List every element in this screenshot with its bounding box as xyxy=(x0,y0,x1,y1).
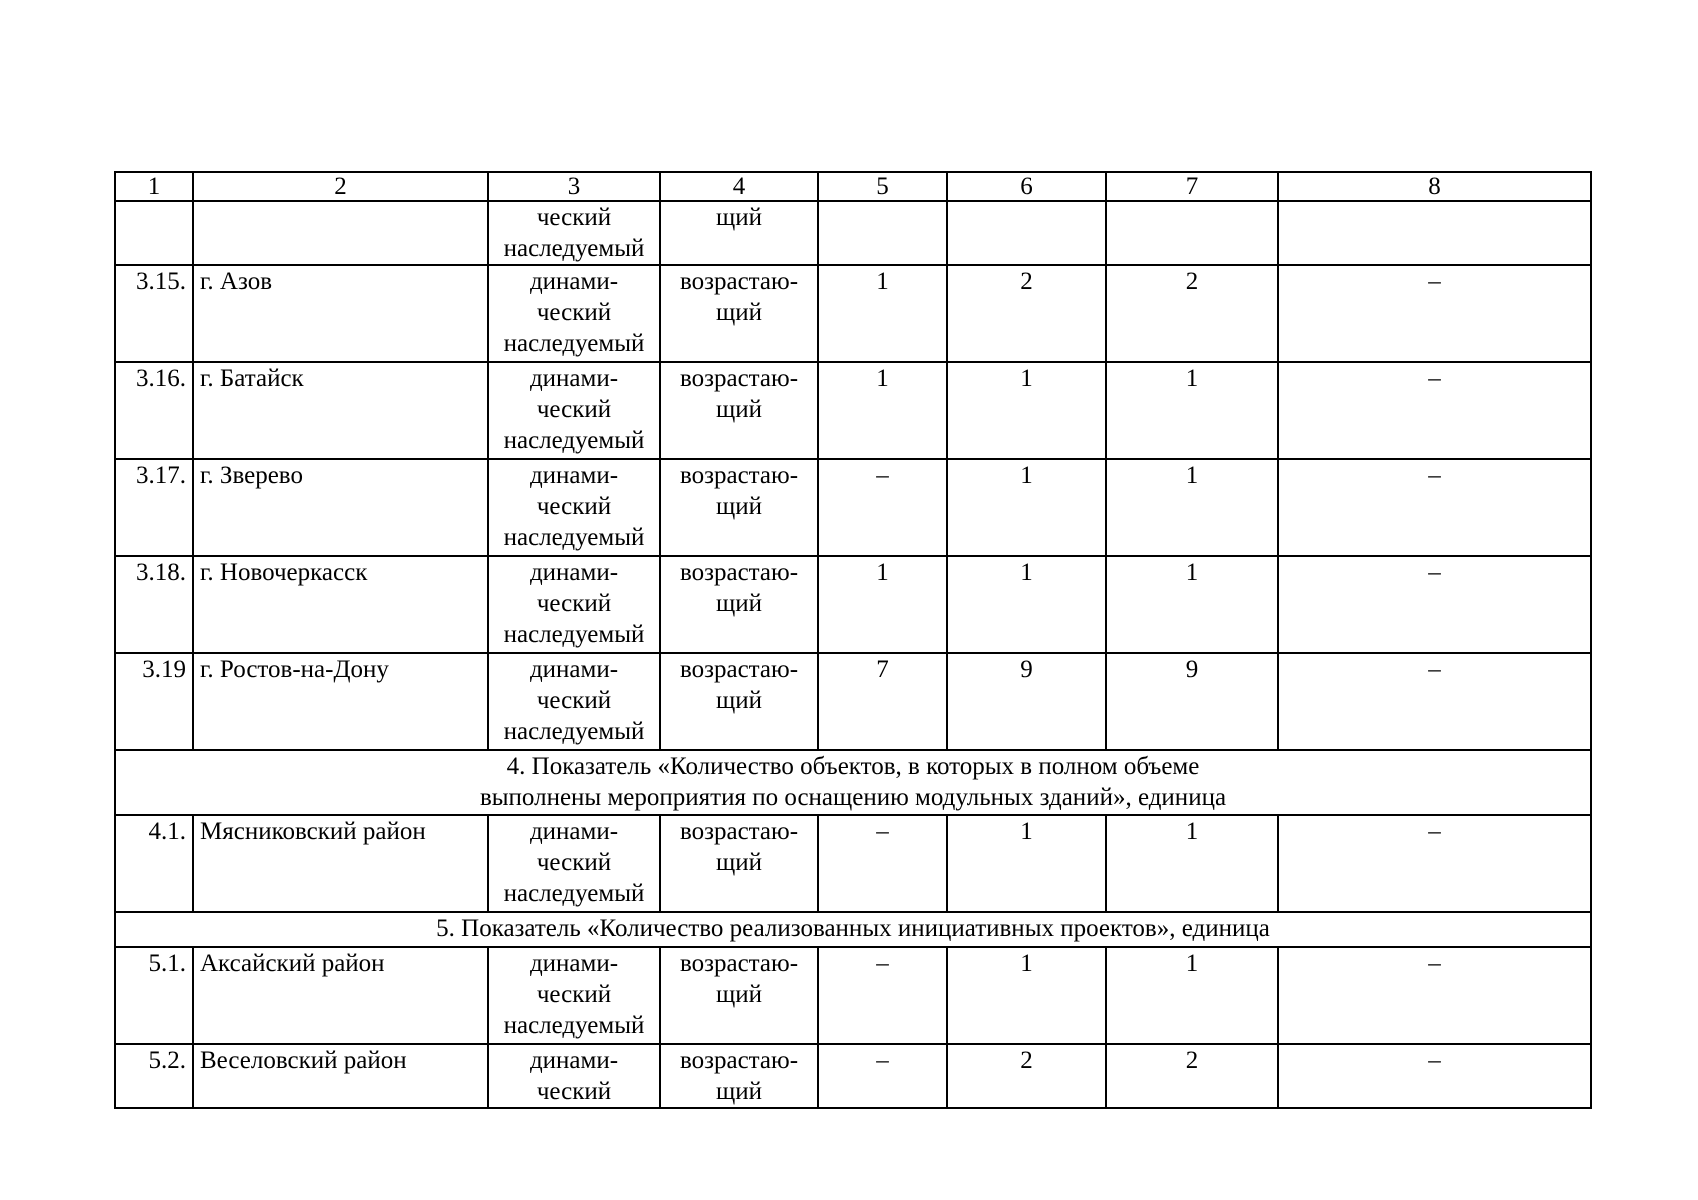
indicator-trend-line: возрастаю- xyxy=(679,462,799,489)
indicator-type-line: динами- xyxy=(529,656,619,683)
value-col-5: – xyxy=(818,947,947,1044)
section-5-row xyxy=(115,912,1591,947)
row-number: 3.18. xyxy=(115,556,193,653)
value-col-7: 1 xyxy=(1106,947,1278,1044)
indicator-type-line: наследуемый xyxy=(503,621,645,648)
table-row xyxy=(115,265,1591,362)
value-col-5: 1 xyxy=(818,556,947,653)
header-cell: 4 xyxy=(660,172,818,201)
indicator-trend xyxy=(660,653,818,750)
indicator-trend-line: возрастаю- xyxy=(679,950,799,977)
indicator-trend-line: щий xyxy=(715,493,762,520)
territory-name: г. Азов xyxy=(193,265,488,362)
indicator-trend-line: возрастаю- xyxy=(679,268,799,295)
row-number: 3.15. xyxy=(115,265,193,362)
header-row xyxy=(115,172,1591,201)
indicator-type-line: ческий xyxy=(536,590,612,617)
value-col-6: 1 xyxy=(947,947,1106,1044)
indicator-type-line: ческий xyxy=(536,299,612,326)
indicators-table xyxy=(114,171,1592,1109)
header-cell: 2 xyxy=(193,172,488,201)
table-row xyxy=(115,362,1591,459)
indicator-trend xyxy=(660,265,818,362)
indicator-type xyxy=(488,556,660,653)
header-cell: 8 xyxy=(1278,172,1591,201)
value-col-5: – xyxy=(818,1044,947,1108)
indicator-trend-line: щий xyxy=(715,299,762,326)
indicator-type-line: наследуемый xyxy=(503,524,645,551)
indicator-trend xyxy=(660,815,818,912)
indicator-type-line: наследуемый xyxy=(503,880,645,907)
value-col-7: 9 xyxy=(1106,653,1278,750)
value-col-8: – xyxy=(1278,1044,1591,1108)
name-cell xyxy=(193,201,488,265)
value-col-8: – xyxy=(1278,947,1591,1044)
indicator-trend-line: возрастаю- xyxy=(679,559,799,586)
value-col-5: 1 xyxy=(818,265,947,362)
indicator-type-line: ческий xyxy=(536,687,612,714)
table-row xyxy=(115,947,1591,1044)
indicator-trend-line: щий xyxy=(715,687,762,714)
row-number: 3.17. xyxy=(115,459,193,556)
row-number: 3.19 xyxy=(115,653,193,750)
indicator-type xyxy=(488,947,660,1044)
section-title-line: 4. Показатель «Количество объектов, в которых в полном объеме xyxy=(506,753,1200,780)
indicator-trend xyxy=(660,362,818,459)
value-col-8: – xyxy=(1278,815,1591,912)
value-col-8: – xyxy=(1278,653,1591,750)
indicator-type-line: динами- xyxy=(529,268,619,295)
indicator-type xyxy=(488,815,660,912)
indicator-type-line: ческий xyxy=(536,981,612,1008)
header-cell: 7 xyxy=(1106,172,1278,201)
row-number: 4.1. xyxy=(115,815,193,912)
indicator-type xyxy=(488,362,660,459)
type-line: наследуемый xyxy=(503,235,645,262)
indicator-trend-line: щий xyxy=(715,590,762,617)
territory-name: Аксайский район xyxy=(193,947,488,1044)
value-col-7: 1 xyxy=(1106,362,1278,459)
value-col-7: 1 xyxy=(1106,815,1278,912)
territory-name: г. Новочеркасск xyxy=(193,556,488,653)
type-cell xyxy=(488,201,660,265)
indicator-type-line: динами- xyxy=(529,818,619,845)
value-col-6: 9 xyxy=(947,653,1106,750)
territory-name: г. Ростов-на-Дону xyxy=(193,653,488,750)
indicator-type-line: ческий xyxy=(536,1078,612,1105)
value-col-7: 2 xyxy=(1106,265,1278,362)
value-col-8: – xyxy=(1278,265,1591,362)
indicator-trend-line: возрастаю- xyxy=(679,818,799,845)
section-4-row xyxy=(115,750,1591,815)
indicator-trend xyxy=(660,947,818,1044)
value-col-8: – xyxy=(1278,362,1591,459)
indicator-type xyxy=(488,653,660,750)
value-col-5: – xyxy=(818,459,947,556)
indicator-trend-line: щий xyxy=(715,396,762,423)
territory-name: г. Батайск xyxy=(193,362,488,459)
indicator-type-line: наследуемый xyxy=(503,718,645,745)
indicator-type xyxy=(488,459,660,556)
territory-name: Мясниковский район xyxy=(193,815,488,912)
value-col-7: 1 xyxy=(1106,556,1278,653)
indicator-type-line: динами- xyxy=(529,950,619,977)
indicator-trend-line: щий xyxy=(715,981,762,1008)
indicator-type-line: наследуемый xyxy=(503,330,645,357)
value-col-8: – xyxy=(1278,556,1591,653)
value-col-5: 1 xyxy=(818,362,947,459)
table-row xyxy=(115,459,1591,556)
num-cell xyxy=(115,201,193,265)
table-row xyxy=(115,1044,1591,1108)
territory-name: г. Зверево xyxy=(193,459,488,556)
trend-cell: щий xyxy=(660,201,818,265)
value-col-5: – xyxy=(818,815,947,912)
header-cell: 3 xyxy=(488,172,660,201)
value-col-8: – xyxy=(1278,459,1591,556)
indicator-trend-line: возрастаю- xyxy=(679,365,799,392)
indicator-type-line: динами- xyxy=(529,462,619,489)
header-cell: 6 xyxy=(947,172,1106,201)
indicator-trend-line: возрастаю- xyxy=(679,656,799,683)
indicator-type-line: наследуемый xyxy=(503,427,645,454)
territory-name: Веселовский район xyxy=(193,1044,488,1108)
indicator-type-line: динами- xyxy=(529,365,619,392)
indicator-trend xyxy=(660,1044,818,1108)
indicator-type-line: динами- xyxy=(529,1047,619,1074)
value-cell xyxy=(947,201,1106,265)
value-col-6: 1 xyxy=(947,556,1106,653)
value-cell xyxy=(1106,201,1278,265)
row-number: 3.16. xyxy=(115,362,193,459)
value-col-7: 1 xyxy=(1106,459,1278,556)
section-title: 5. Показатель «Количество реализованных инициативных проектов», единица xyxy=(115,912,1591,947)
value-cell xyxy=(1278,201,1591,265)
indicator-type-line: ческий xyxy=(536,493,612,520)
header-cell: 5 xyxy=(818,172,947,201)
header-cell: 1 xyxy=(115,172,193,201)
indicator-type-line: наследуемый xyxy=(503,1012,645,1039)
section-title xyxy=(115,750,1591,815)
indicator-trend-line: щий xyxy=(715,1078,762,1105)
table-row xyxy=(115,653,1591,750)
value-col-6: 2 xyxy=(947,265,1106,362)
value-col-6: 1 xyxy=(947,362,1106,459)
value-col-6: 1 xyxy=(947,459,1106,556)
indicator-type-line: динами- xyxy=(529,559,619,586)
type-line: ческий xyxy=(536,204,612,231)
continuation-row xyxy=(115,201,1591,265)
value-col-5: 7 xyxy=(818,653,947,750)
row-number: 5.2. xyxy=(115,1044,193,1108)
indicator-trend xyxy=(660,459,818,556)
value-col-6: 1 xyxy=(947,815,1106,912)
value-col-6: 2 xyxy=(947,1044,1106,1108)
value-col-7: 2 xyxy=(1106,1044,1278,1108)
section-title-line: выполнены мероприятия по оснащению модульных зданий», единица xyxy=(479,784,1227,811)
indicator-type-line: ческий xyxy=(536,396,612,423)
indicator-type-line: ческий xyxy=(536,849,612,876)
indicator-type xyxy=(488,265,660,362)
indicator-trend-line: возрастаю- xyxy=(679,1047,799,1074)
table-row xyxy=(115,556,1591,653)
row-number: 5.1. xyxy=(115,947,193,1044)
value-cell xyxy=(818,201,947,265)
indicator-trend-line: щий xyxy=(715,849,762,876)
indicator-type xyxy=(488,1044,660,1108)
table-row xyxy=(115,815,1591,912)
indicator-trend xyxy=(660,556,818,653)
